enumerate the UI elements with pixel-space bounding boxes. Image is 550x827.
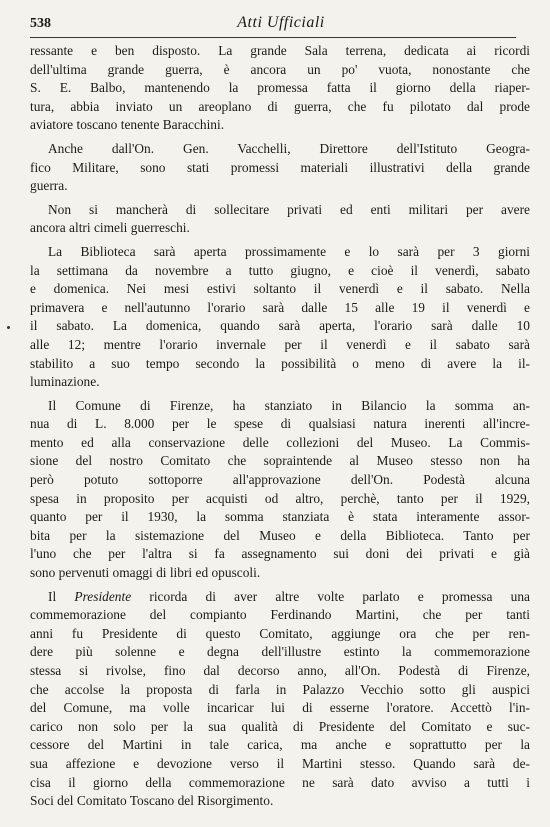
text-line: La Biblioteca sarà aperta prossimamente e lo sarà per 3 giorni — [48, 243, 530, 259]
text-line: il sabato. La domenica, quando sarà aperta, l'orario sarà dalle 10 — [30, 318, 530, 334]
page-number: 538 — [30, 16, 51, 31]
text-line: aviatore toscano tenente Baracchini. — [30, 117, 225, 133]
text-line: S. E. Balbo, mantenendo la promessa fatta il giorno della riaper- — [30, 80, 530, 96]
text-line: tura, abbia inviato un areoplano di guerra, che fu pilotato dal prode — [30, 98, 530, 114]
text-line: ancora altri cimeli guerreschi. — [30, 220, 190, 236]
text-line: stessa si rivolse, fino dal decorso anno, all'On. Podestà di Firenze, — [30, 663, 530, 678]
text-line: sua affezione e devozione verso il Martini stesso. Quando sarà de- — [30, 755, 530, 771]
text-line: e domenica. Nei mesi estivi soltanto il venerdì e il sabato. Nella — [30, 281, 530, 297]
italic-term: Presidente — [74, 588, 132, 604]
text-line: alle 12; mentre l'orario invernale per il venerdì e il sabato sarà — [30, 336, 530, 352]
text-line: che accolse la proposta di farla in Palazzo Vecchio sotto gli auspici — [30, 681, 530, 697]
text-line: però potuto sottoporre all'approvazione dell'On. Podestà alcuna — [30, 472, 530, 488]
text-line: spesa in proposito per acquisti od altro, perchè, tanto per il 1929, — [30, 490, 530, 506]
text-line: sione del nostro Comitato che sopraintende al Museo stesso non ha — [30, 453, 530, 469]
header-rule — [30, 37, 516, 38]
text-line: ressante e ben disposto. La grande Sala terrena, dedicata ai ricordi — [30, 43, 530, 58]
text-line: commemorazione del compianto Ferdinando Martini, che per tanti — [30, 607, 530, 623]
text-line: dell'ultima grande guerra, è ancora un po' vuota, nonostante che — [30, 61, 530, 77]
text-line: Soci del Comitato Toscano del Risorgimento. — [30, 793, 274, 809]
text-line: luminazione. — [30, 374, 100, 390]
text-line: primavera e nell'autunno l'orario sarà dalle 15 alle 19 il venerdì e — [30, 299, 530, 315]
text-line: fico Militare, sono stati promessi materiali illustrativi della grande — [30, 159, 530, 175]
text-line: mento ed alla conservazione delle collezioni del Museo. La Commis- — [30, 434, 530, 450]
text-line: la settimana da novembre a tutto giugno, e cioè il venerdì, sabato — [30, 262, 530, 278]
text-line: dere più solenne e degna dell'illustre estinto la commemorazione — [30, 644, 530, 660]
text-line: quanto per il 1930, la somma stanziata è stata interamente assor- — [30, 509, 530, 525]
text-line: guerra. — [30, 178, 68, 194]
body-text — [30, 42, 530, 811]
text-line: nua di L. 8.000 per le spese di qualsiasi natura inerenti all'incre- — [30, 416, 530, 432]
running-title: Atti Ufficiali — [237, 14, 325, 31]
text-line: cessore del Martini in tale carica, ma anche e soprattutto per la — [30, 737, 530, 753]
text-line: sono pervenuti omaggi di libri ed opuscoli. — [30, 565, 261, 581]
page-header — [30, 12, 532, 34]
margin-mark — [7, 326, 10, 329]
text-line: Il Presidente ricorda di aver altre volte parlato e promessa una — [48, 588, 530, 604]
text-line: stabilito a suo tempo secondo la possibilità o meno di avere la il- — [30, 355, 530, 371]
text-line: Anche dall'On. Gen. Vacchelli, Direttore dell'Istituto Geogra- — [48, 140, 530, 156]
text-line: bita per la sistemazione del Museo e della Biblioteca. Tanto per — [30, 527, 530, 543]
text-line: anni fu Presidente di questo Comitato, aggiunge ora che per ren- — [30, 625, 530, 641]
text-line: carico non solo per la sua qualità di Presidente del Comitato e suc- — [30, 718, 530, 734]
text-line: Il Comune di Firenze, ha stanziato in Bilancio la somma an- — [48, 397, 530, 413]
text-line: l'uno che per l'altra si fa assegnamento sui doni dei privati e già — [30, 546, 530, 562]
text-line: cisa il giorno della commemorazione ne sarà dato avviso a tutti i — [30, 774, 530, 790]
text-line: Non si mancherà di sollecitare privati ed enti militari per avere — [48, 201, 530, 217]
text-line: del Comune, ma volle incaricar lui di esserne l'oratore. Accettò l'in- — [30, 700, 530, 716]
